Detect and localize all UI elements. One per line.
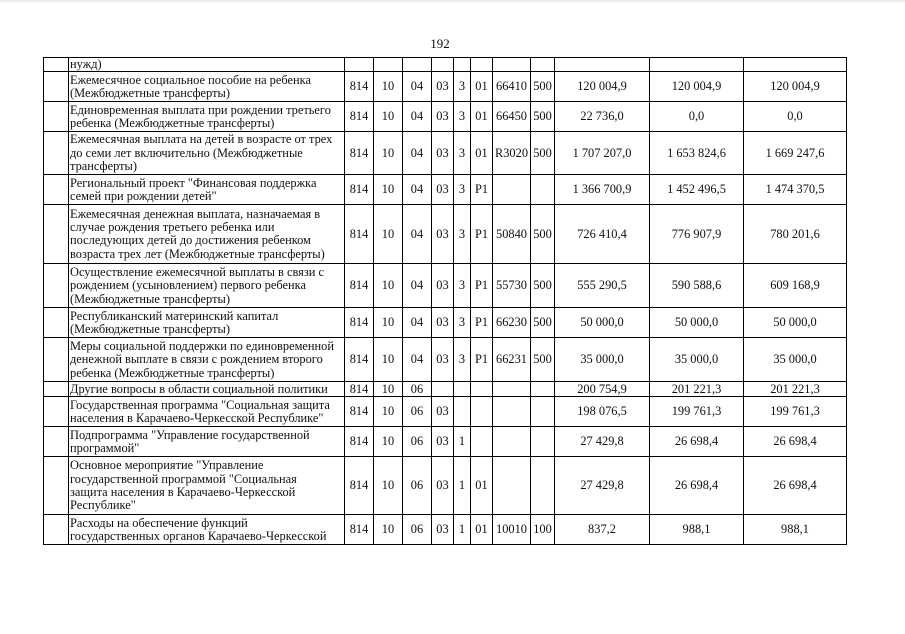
amount-year2-cell: 1 452 496,5 (650, 175, 744, 205)
item-name-line: Региональный проект "Финансовая поддержка (70, 175, 317, 190)
item-name-cell (69, 397, 345, 427)
item-name-line: Другие вопросы в области социальной политики (70, 381, 328, 396)
event-cell (471, 58, 493, 72)
program-cell: 03 (432, 102, 454, 132)
amount-year3-cell: 35 000,0 (744, 338, 847, 382)
expense-type-cell: 500 (531, 264, 555, 308)
expense-type-cell (531, 427, 555, 457)
section-cell: 10 (374, 132, 403, 175)
amount-year3-cell: 199 761,3 (744, 397, 847, 427)
amount-year3-cell: 26 698,4 (744, 457, 847, 515)
row-margin-cell (44, 102, 69, 132)
subprogram-cell: 3 (454, 338, 471, 382)
row-margin-cell (44, 308, 69, 338)
amount-year1-cell: 1 707 207,0 (555, 132, 650, 175)
amount-year1-cell: 22 736,0 (555, 102, 650, 132)
item-name-line: последующих детей до достижения ребенком (70, 233, 311, 248)
section-cell: 10 (374, 457, 403, 515)
amount-year3-cell: 988,1 (744, 515, 847, 545)
item-name-cell (69, 132, 345, 175)
item-name-line: Подпрограмма "Управление государственной (70, 427, 310, 442)
program-cell (432, 382, 454, 397)
amount-year3-cell: 1 474 370,5 (744, 175, 847, 205)
admin-code-cell (345, 58, 374, 72)
amount-year2-cell: 120 004,9 (650, 72, 744, 102)
program-cell: 03 (432, 72, 454, 102)
subprogram-cell (454, 397, 471, 427)
table-row (44, 515, 847, 545)
admin-code-cell: 814 (345, 457, 374, 515)
amount-year2-cell: 199 761,3 (650, 397, 744, 427)
row-margin-cell (44, 264, 69, 308)
amount-year1-cell: 50 000,0 (555, 308, 650, 338)
direction-cell: 66450 (493, 102, 531, 132)
amount-year1-cell (555, 58, 650, 72)
subprogram-cell: 3 (454, 264, 471, 308)
subprogram-cell: 3 (454, 72, 471, 102)
expense-type-cell: 500 (531, 102, 555, 132)
expense-type-cell (531, 397, 555, 427)
subsection-cell (403, 58, 432, 72)
subsection-cell: 06 (403, 457, 432, 515)
item-name-line: государственных органов Карачаево-Черкесской (70, 528, 327, 543)
admin-code-cell: 814 (345, 132, 374, 175)
subsection-cell: 06 (403, 427, 432, 457)
item-name-line: Основное мероприятие "Управление (70, 458, 264, 473)
table-row (44, 175, 847, 205)
expense-type-cell: 500 (531, 308, 555, 338)
item-name-line: Республике" (70, 498, 136, 513)
program-cell: 03 (432, 205, 454, 264)
direction-cell (493, 382, 531, 397)
amount-year3-cell: 26 698,4 (744, 427, 847, 457)
amount-year1-cell: 27 429,8 (555, 427, 650, 457)
amount-year2-cell: 201 221,3 (650, 382, 744, 397)
row-margin-cell (44, 205, 69, 264)
amount-year2-cell: 35 000,0 (650, 338, 744, 382)
subsection-cell: 04 (403, 205, 432, 264)
table-row (44, 308, 847, 338)
item-name-line: (Межбюджетные трансферты) (70, 85, 230, 100)
section-cell: 10 (374, 264, 403, 308)
event-cell: 01 (471, 515, 493, 545)
item-name-line: семей при рождении детей" (70, 188, 217, 203)
subsection-cell: 06 (403, 382, 432, 397)
table-row (44, 132, 847, 175)
event-cell (471, 427, 493, 457)
direction-cell: 55730 (493, 264, 531, 308)
expense-type-cell: 500 (531, 205, 555, 264)
row-margin-cell (44, 397, 69, 427)
item-name-line: нужд) (70, 57, 102, 71)
item-name-line: ребенка (Межбюджетные трансферты) (70, 365, 275, 380)
budget-table (43, 57, 847, 545)
subprogram-cell: 1 (454, 515, 471, 545)
row-margin-cell (44, 382, 69, 397)
item-name-line: защита населения в Карачаево-Черкесской (70, 484, 296, 499)
admin-code-cell: 814 (345, 102, 374, 132)
item-name-line: Расходы на обеспечение функций (70, 515, 248, 530)
direction-cell: 66230 (493, 308, 531, 338)
item-name-line: Республиканский материнский капитал (70, 308, 279, 323)
subprogram-cell: 3 (454, 205, 471, 264)
table-row (44, 58, 847, 72)
amount-year1-cell: 120 004,9 (555, 72, 650, 102)
direction-cell: 66231 (493, 338, 531, 382)
item-name-line: денежной выплате в связи с рождением второго (70, 352, 323, 367)
direction-cell (493, 175, 531, 205)
item-name-line: (Межбюджетные трансферты) (70, 291, 230, 306)
item-name-line: (Межбюджетные трансферты) (70, 321, 230, 336)
table-row (44, 382, 847, 397)
event-cell: 01 (471, 132, 493, 175)
item-name-line: населения в Карачаево-Черкесской Республике" (70, 410, 324, 425)
program-cell: 03 (432, 132, 454, 175)
event-cell: 01 (471, 102, 493, 132)
program-cell: 03 (432, 397, 454, 427)
subsection-cell: 04 (403, 308, 432, 338)
item-name-line: случае рождения третьего ребенка или (70, 220, 275, 234)
subsection-cell: 04 (403, 132, 432, 175)
amount-year3-cell: 120 004,9 (744, 72, 847, 102)
program-cell: 03 (432, 264, 454, 308)
row-margin-cell (44, 58, 69, 72)
amount-year2-cell: 776 907,9 (650, 205, 744, 264)
direction-cell: 66410 (493, 72, 531, 102)
amount-year3-cell: 609 168,9 (744, 264, 847, 308)
table-row (44, 102, 847, 132)
subsection-cell: 04 (403, 175, 432, 205)
event-cell: P1 (471, 308, 493, 338)
item-name-line: возраста трех лет (Межбюджетные трансферты) (70, 246, 325, 261)
table-row (44, 457, 847, 515)
item-name-line: Ежемесячная денежная выплата, назначаемая в (70, 206, 321, 221)
amount-year3-cell: 50 000,0 (744, 308, 847, 338)
direction-cell: 50840 (493, 205, 531, 264)
subsection-cell: 04 (403, 72, 432, 102)
subprogram-cell: 3 (454, 308, 471, 338)
amount-year2-cell: 988,1 (650, 515, 744, 545)
item-name-line: Ежемесячное социальное пособие на ребенка (70, 72, 311, 87)
item-name-cell (69, 382, 345, 397)
subsection-cell: 04 (403, 338, 432, 382)
expense-type-cell: 500 (531, 338, 555, 382)
item-name-cell (69, 338, 345, 382)
admin-code-cell: 814 (345, 515, 374, 545)
item-name-cell (69, 205, 345, 264)
amount-year1-cell: 200 754,9 (555, 382, 650, 397)
subsection-cell: 04 (403, 264, 432, 308)
section-cell: 10 (374, 72, 403, 102)
subsection-cell: 06 (403, 515, 432, 545)
item-name-line: ребенка (Межбюджетные трансферты) (70, 115, 275, 130)
row-margin-cell (44, 132, 69, 175)
amount-year2-cell (650, 58, 744, 72)
item-name-line: Ежемесячная выплата на детей в возрасте от трех (70, 132, 333, 147)
table-row (44, 427, 847, 457)
admin-code-cell: 814 (345, 72, 374, 102)
event-cell: 01 (471, 457, 493, 515)
expense-type-cell (531, 58, 555, 72)
page-number: 192 (430, 36, 450, 51)
event-cell: P1 (471, 338, 493, 382)
section-cell: 10 (374, 338, 403, 382)
amount-year3-cell: 201 221,3 (744, 382, 847, 397)
row-margin-cell (44, 427, 69, 457)
scan-top-edge (0, 0, 905, 3)
expense-type-cell: 100 (531, 515, 555, 545)
section-cell (374, 58, 403, 72)
admin-code-cell: 814 (345, 427, 374, 457)
amount-year2-cell: 0,0 (650, 102, 744, 132)
item-name-cell (69, 515, 345, 545)
program-cell: 03 (432, 175, 454, 205)
item-name-line: государственной программой "Социальная (70, 471, 297, 486)
program-cell: 03 (432, 338, 454, 382)
program-cell: 03 (432, 457, 454, 515)
event-cell: 01 (471, 72, 493, 102)
section-cell: 10 (374, 382, 403, 397)
subprogram-cell (454, 58, 471, 72)
subsection-cell: 06 (403, 397, 432, 427)
amount-year1-cell: 837,2 (555, 515, 650, 545)
event-cell: P1 (471, 264, 493, 308)
amount-year3-cell: 780 201,6 (744, 205, 847, 264)
amount-year1-cell: 27 429,8 (555, 457, 650, 515)
section-cell: 10 (374, 175, 403, 205)
event-cell: P1 (471, 175, 493, 205)
section-cell: 10 (374, 397, 403, 427)
direction-cell (493, 397, 531, 427)
program-cell: 03 (432, 308, 454, 338)
amount-year2-cell: 1 653 824,6 (650, 132, 744, 175)
item-name-cell (69, 427, 345, 457)
item-name-line: до семи лет включительно (Межбюджетные (70, 145, 303, 160)
item-name-cell (69, 264, 345, 308)
subprogram-cell: 3 (454, 102, 471, 132)
direction-cell (493, 58, 531, 72)
item-name-cell (69, 102, 345, 132)
amount-year2-cell: 50 000,0 (650, 308, 744, 338)
expense-type-cell (531, 175, 555, 205)
item-name-line: программой" (70, 440, 140, 455)
program-cell (432, 58, 454, 72)
table-row (44, 72, 847, 102)
table-row (44, 205, 847, 264)
row-margin-cell (44, 338, 69, 382)
admin-code-cell: 814 (345, 175, 374, 205)
subprogram-cell: 3 (454, 132, 471, 175)
row-margin-cell (44, 175, 69, 205)
amount-year2-cell: 26 698,4 (650, 427, 744, 457)
section-cell: 10 (374, 205, 403, 264)
amount-year1-cell: 555 290,5 (555, 264, 650, 308)
amount-year3-cell (744, 58, 847, 72)
admin-code-cell: 814 (345, 264, 374, 308)
item-name-cell (69, 457, 345, 515)
subsection-cell: 04 (403, 102, 432, 132)
section-cell: 10 (374, 308, 403, 338)
item-name-cell (69, 308, 345, 338)
subprogram-cell: 1 (454, 457, 471, 515)
direction-cell: R3020 (493, 132, 531, 175)
section-cell: 10 (374, 515, 403, 545)
expense-type-cell (531, 457, 555, 515)
amount-year3-cell: 0,0 (744, 102, 847, 132)
section-cell: 10 (374, 427, 403, 457)
table-row (44, 397, 847, 427)
item-name-cell (69, 72, 345, 102)
row-margin-cell (44, 72, 69, 102)
amount-year3-cell: 1 669 247,6 (744, 132, 847, 175)
budget-table-body (44, 58, 847, 545)
program-cell: 03 (432, 515, 454, 545)
item-name-cell (69, 175, 345, 205)
amount-year1-cell: 726 410,4 (555, 205, 650, 264)
item-name-line: рождением (усыновлением) первого ребенка (70, 278, 306, 293)
item-name-line: Осуществление ежемесячной выплаты в связи с (70, 264, 324, 279)
item-name-line: трансферты) (70, 159, 137, 174)
row-margin-cell (44, 515, 69, 545)
amount-year1-cell: 1 366 700,9 (555, 175, 650, 205)
item-name-line: Государственная программа "Социальная защита (70, 397, 330, 412)
admin-code-cell: 814 (345, 397, 374, 427)
admin-code-cell: 814 (345, 382, 374, 397)
direction-cell: 10010 (493, 515, 531, 545)
table-row (44, 264, 847, 308)
amount-year2-cell: 26 698,4 (650, 457, 744, 515)
event-cell (471, 397, 493, 427)
expense-type-cell: 500 (531, 132, 555, 175)
admin-code-cell: 814 (345, 205, 374, 264)
item-name-line: Единовременная выплата при рождении третьего (70, 102, 331, 117)
amount-year2-cell: 590 588,6 (650, 264, 744, 308)
section-cell: 10 (374, 102, 403, 132)
table-row (44, 338, 847, 382)
amount-year1-cell: 35 000,0 (555, 338, 650, 382)
item-name-line: Меры социальной поддержки по единовременной (70, 338, 335, 353)
expense-type-cell (531, 382, 555, 397)
event-cell: P1 (471, 205, 493, 264)
subprogram-cell: 1 (454, 427, 471, 457)
program-cell: 03 (432, 427, 454, 457)
subprogram-cell (454, 382, 471, 397)
direction-cell (493, 457, 531, 515)
item-name-cell (69, 58, 345, 72)
expense-type-cell: 500 (531, 72, 555, 102)
admin-code-cell: 814 (345, 308, 374, 338)
admin-code-cell: 814 (345, 338, 374, 382)
subprogram-cell: 3 (454, 175, 471, 205)
direction-cell (493, 427, 531, 457)
event-cell (471, 382, 493, 397)
row-margin-cell (44, 457, 69, 515)
amount-year1-cell: 198 076,5 (555, 397, 650, 427)
